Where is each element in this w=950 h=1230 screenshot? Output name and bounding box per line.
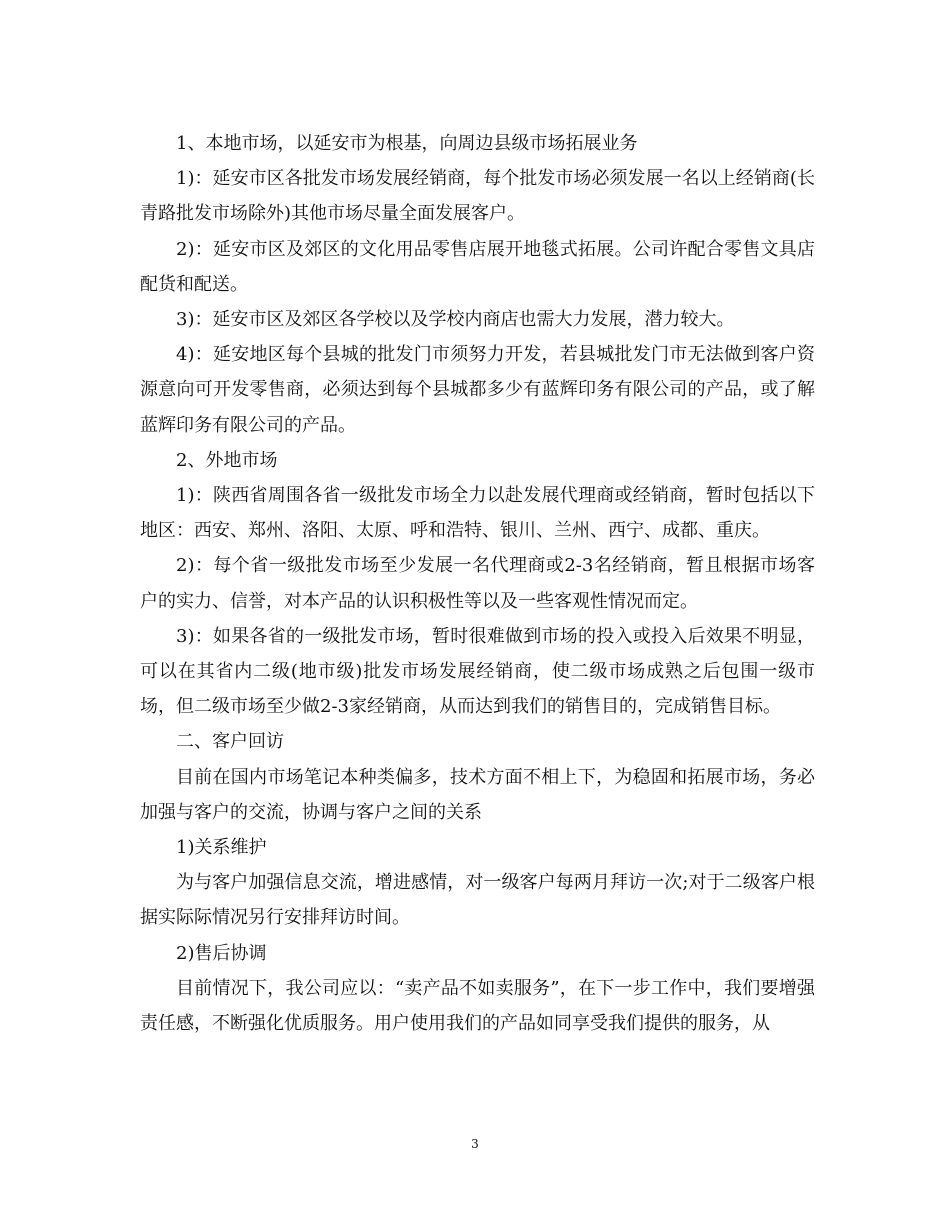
paragraph-local-market-heading: 1、本地市场，以延安市为根基，向周边县级市场拓展业务 (176, 133, 638, 154)
subheading-relationship-maintenance: 1)关系维护 (176, 837, 267, 859)
paragraph-external-item-2: 2)：每个省一级批发市场至少发展一名代理商或2-3名经销商，暂且根据市场客户的实力、信誉，对本产品的认识积极性等以及一些客观性情况而定。 (140, 555, 815, 612)
paragraph-local-item-4: 4)：延安地区每个县城的批发门市须努力开发，若县城批发门市无法做到客户资源意向可开发零售商，必须达到每个县城都多少有蓝辉印务有限公司的产品，或了解蓝辉印务有限公司的产品。 (140, 344, 815, 436)
document-body (140, 126, 815, 1041)
paragraph-customer-visit-intro: 目前在国内市场笔记本种类偏多，技术方面不相上下，为稳固和拓展市场，务必加强与客户的交流，协调与客户之间的关系 (140, 766, 815, 823)
paragraph-relationship-maintenance: 为与客户加强信息交流，增进感情，对一级客户每两月拜访一次;对于二级客户根据实际际情况另行安排拜访时间。 (140, 872, 815, 929)
subheading-after-sales: 2)售后协调 (176, 942, 267, 964)
paragraph-external-item-3: 3)：如果各省的一级批发市场，暂时很难做到市场的投入或投入后效果不明显，可以在其省内二级(地市级)批发市场发展经销商，使二级市场成熟之后包围一级市场，但二级市场至少做2-3家经销商，从而达到我们的销售目的，完成销售目标。 (140, 625, 815, 718)
paragraph-local-item-1: 1)：延安市区各批发市场发展经销商，每个批发市场必须发展一名以上经销商(长青路批发市场除外)其他市场尽量全面发展客户。 (140, 168, 815, 225)
paragraph-local-item-3: 3)：延安市区及郊区各学校以及学校内商店也需大力发展，潜力较大。 (176, 309, 735, 331)
paragraph-external-market-heading: 2、外地市场 (176, 449, 278, 471)
section-heading-customer-visit: 二、客户回访 (176, 731, 284, 753)
paragraph-after-sales: 目前情况下，我公司应以：“卖产品不如卖服务”，在下一步工作中，我们要增强责任感，不断强化优质服务。用户使用我们的产品如同享受我们提供的服务，从 (140, 977, 815, 1035)
paragraph-local-item-2: 2)：延安市区及郊区的文化用品零售店展开地毯式拓展。公司许配合零售文具店配货和配送。 (140, 238, 815, 295)
page-number: 3 (471, 1137, 479, 1151)
paragraph-external-item-1: 1)：陕西省周围各省一级批发市场全力以赴发展代理商或经销商，暂时包括以下地区：西安、郑州、洛阳、太原、呼和浩特、银川、兰州、西宁、成都、重庆。 (140, 485, 815, 542)
